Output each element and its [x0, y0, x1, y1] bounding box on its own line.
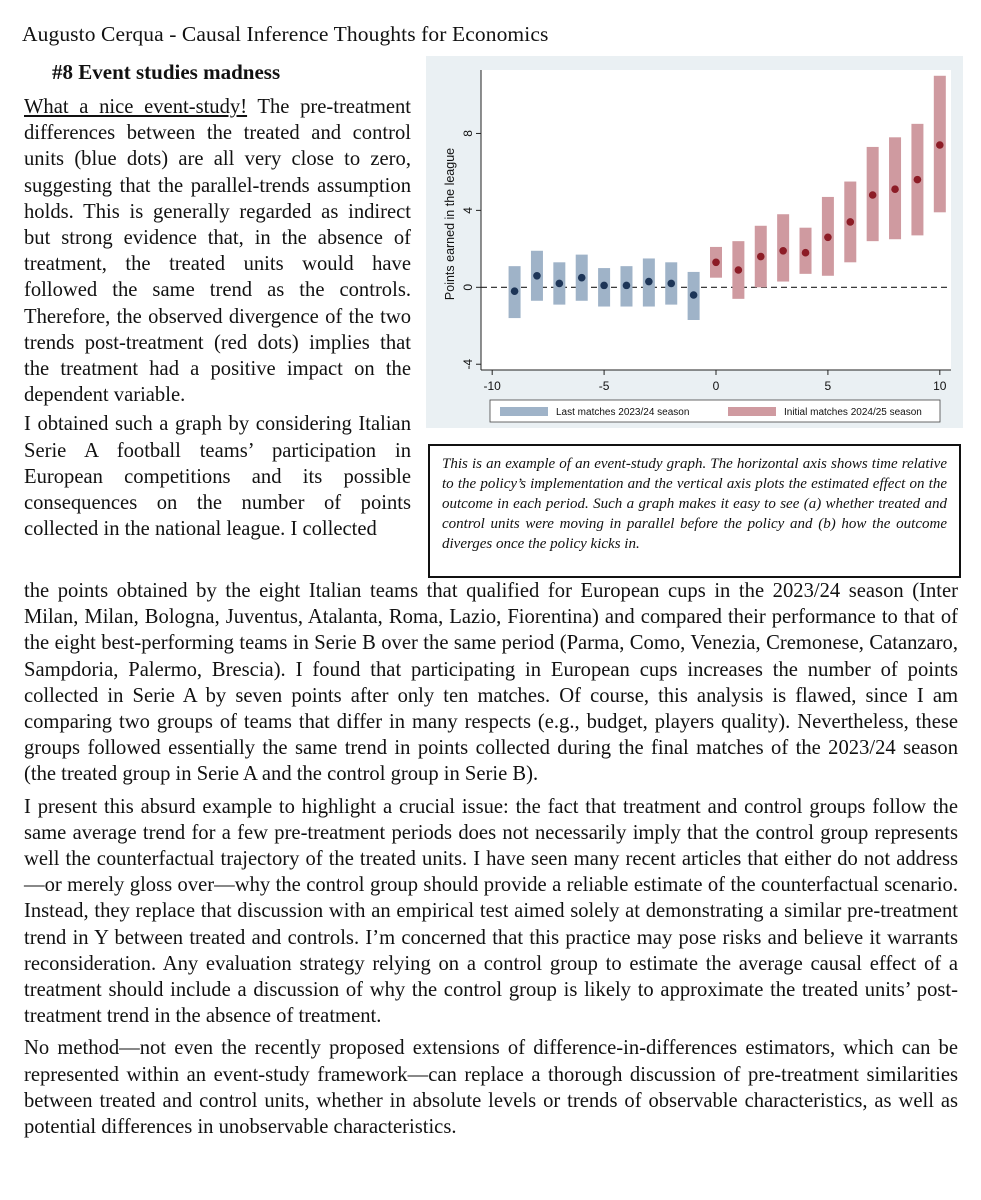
chart-legend — [490, 400, 940, 422]
y-tick-label: 8 — [461, 130, 475, 137]
body-text — [24, 578, 958, 1140]
event-study-link[interactable]: What a nice event-study! — [24, 96, 248, 118]
chart-caption: This is an example of an event-study graph. The horizontal axis shows time relative to the policy’s implementation and the vertical axis plots the estimated effect on the outcome in each period. Such a graph makes it easy to see (a) whether treated and control units were moving in parallel before the policy and (b) how the outcome diverges once the policy kicks in. — [428, 444, 961, 578]
y-tick-label: -4 — [461, 358, 475, 370]
pre-treatment-estimate-dot — [600, 282, 608, 290]
intro-paragraph-2-rest: the points obtained by the eight Italian teams that qualified for European cups in the 2023/24 season (Inter Milan, Milan, Bologna, Juventus, Atalanta, Roma, Lazio, Fiorentina) and compared their performance to that of the eight best-performing teams in Serie B over the same period (Parma, Como, Venezia, Cremonese, Catanzaro, Sampdoria, Palermo, Brescia). I found that participating in European cups increases the number of points collected in Serie A by seven points after only ten matches. Of course, this analysis is flawed, since I am comparing two groups of teams that differ in many respects (e.g., budget, players quality). Nevertheless, these groups followed essentially the same trend in points collected during the final matches of the 2023/24 season (the treated group in Serie A and the control group in Serie B). — [24, 580, 958, 786]
y-tick-label: 0 — [461, 283, 475, 291]
post-treatment-estimate-dot — [846, 218, 854, 226]
legend-swatch-post — [728, 407, 776, 416]
document-header: Augusto Cerqua - Causal Inference Thoughts for Economics — [22, 22, 549, 46]
body-paragraph-4: No method—not even the recently proposed extensions of difference-in-differences estimators, which can be represented within an event-study framework—can replace a thorough discussion of pre-treatment similarities between treated and control units, whether in absolute levels or trends of observable characteristics, as well as potential differences in unobservable characteristics. — [24, 1037, 958, 1139]
chart-svg — [426, 56, 963, 428]
post-treatment-estimate-dot — [936, 141, 944, 149]
post-treatment-estimate-dot — [802, 249, 810, 257]
post-treatment-estimate-dot — [914, 176, 922, 184]
post-treatment-estimate-dot — [712, 259, 720, 267]
pre-treatment-estimate-dot — [623, 282, 631, 290]
intro-paragraph-1 — [24, 94, 411, 408]
post-treatment-estimate-dot — [824, 234, 832, 242]
plot-area — [481, 70, 951, 370]
post-treatment-estimate-dot — [891, 185, 899, 193]
intro-column — [24, 94, 411, 542]
event-study-chart — [426, 56, 963, 428]
x-tick-label: 0 — [712, 379, 720, 393]
legend-swatch-pre — [500, 407, 548, 416]
y-tick-label: 4 — [461, 207, 475, 214]
pre-treatment-estimate-dot — [690, 291, 698, 299]
pre-treatment-estimate-dot — [578, 274, 586, 282]
x-tick-label: -5 — [598, 379, 610, 393]
x-tick-label: 10 — [933, 379, 947, 393]
post-treatment-estimate-dot — [757, 253, 765, 261]
pre-treatment-estimate-dot — [556, 280, 564, 288]
pre-treatment-estimate-dot — [667, 280, 675, 288]
intro-paragraph-1-text: The pre-treatment differences between the treated and control units (blue dots) are all very close to zero, suggesting that the parallel-trends assumption holds. This is generally regarded as indirect but strong evidence that, in the absence of treatment, the treated units would have followed the same trend as the controls. Therefore, the observed divergence of the two trends post-treatment (red dots) implies that the treatment had a positive impact on the dependent variable. — [24, 96, 412, 407]
pre-treatment-estimate-dot — [533, 272, 541, 280]
x-tick-label: 5 — [824, 379, 832, 393]
legend-label-pre: Last matches 2023/24 season — [556, 407, 690, 418]
legend-label-post: Initial matches 2024/25 season — [784, 407, 922, 418]
post-treatment-estimate-dot — [869, 191, 877, 199]
body-paragraph-3: I present this absurd example to highlight a crucial issue: the fact that treatment and control groups follow the same average trend for a few pre-treatment periods does not necessarily imply that the control group represents well the counterfactual trajectory of the treated units. I have seen many recent articles that either do not address—or merely gloss over—why the control group should provide a reliable estimate of the counterfactual scenario. Instead, they replace that discussion with an empirical test aimed solely at demonstrating a similar pre-treatment trend in Y between treated and controls. I’m concerned that this practice may pose risks and believe it warrants reconsideration. Any evaluation strategy relying on a control group to estimate the average causal effect of a treatment should include a discussion of why the control group is likely to approximate the treated units’ post-treatment trend in the absence of treatment. — [24, 795, 958, 1028]
intro-paragraph-2-start: I obtained such a graph by considering Italian Serie A football teams’ participation in European competitions and its possible consequences on the number of points collected in the national league. I collected — [24, 413, 411, 541]
post-treatment-estimate-dot — [779, 247, 787, 255]
post-treatment-estimate-dot — [735, 266, 743, 274]
pre-treatment-estimate-dot — [645, 278, 653, 286]
y-axis-label: Points earned in the league — [443, 147, 457, 301]
x-tick-label: -10 — [483, 379, 501, 393]
pre-treatment-estimate-dot — [511, 287, 519, 295]
section-title: #8 Event studies madness — [52, 60, 281, 84]
